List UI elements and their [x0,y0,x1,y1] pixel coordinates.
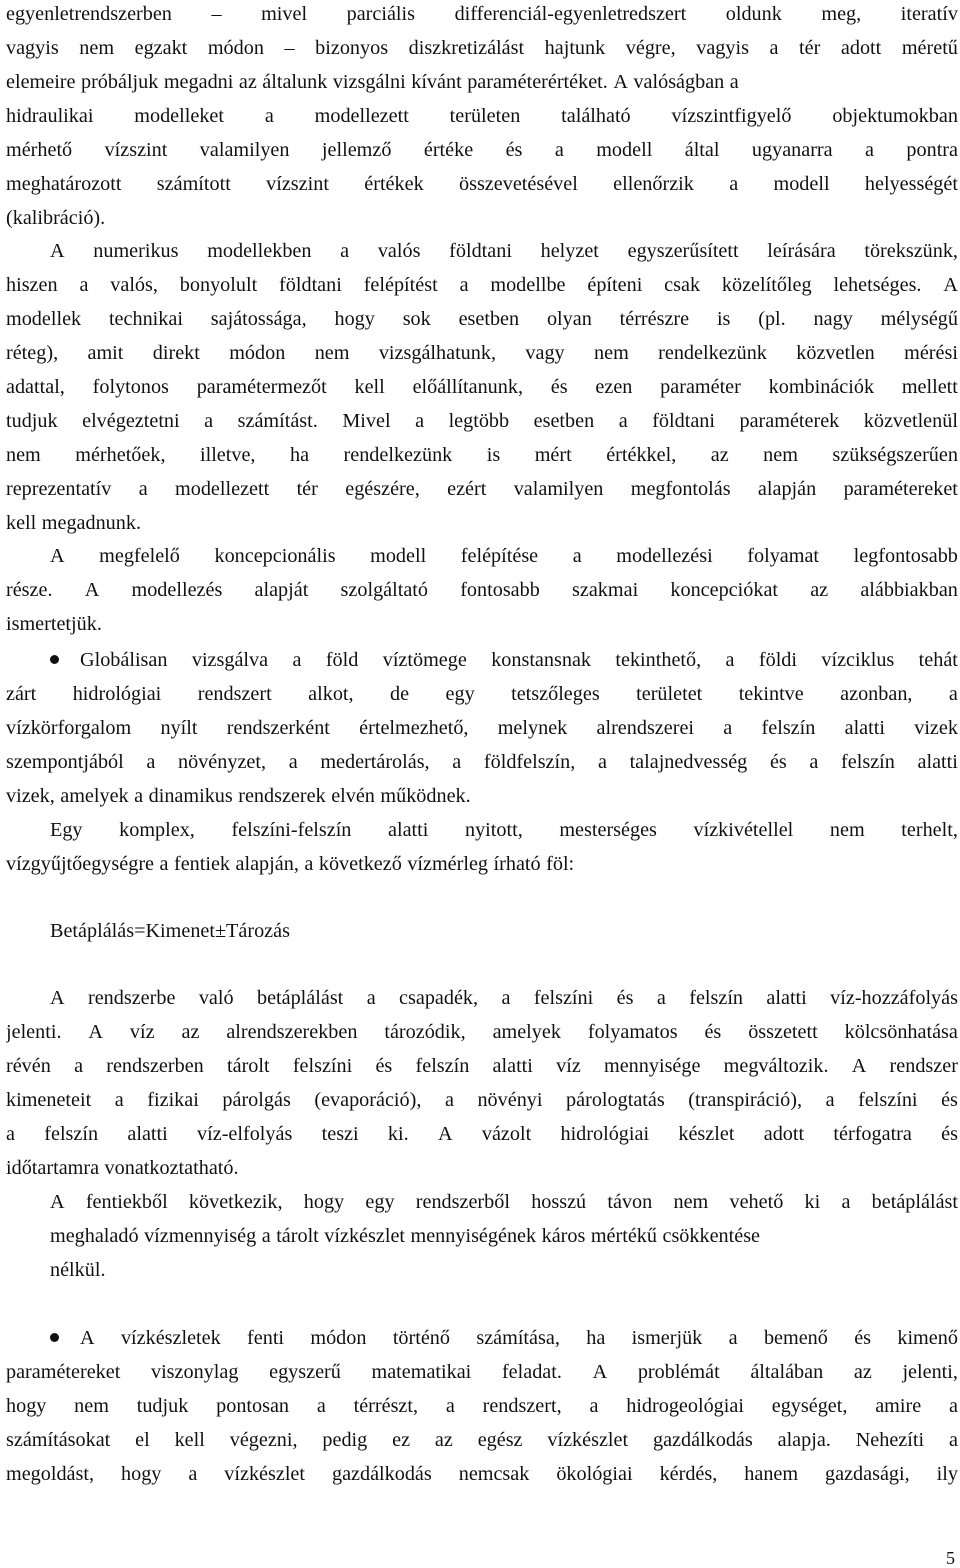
text-line: paramétereket viszonylag egyszerű matematikai feladat. A problémát általában az jelenti, [6,1361,958,1383]
text-line: jelenti. A víz az alrendszerekben tározódik, amelyek folyamatos és összetett kölcsönhatása [6,1021,958,1043]
bullet-icon [50,1333,59,1342]
text-line: szempontjából a növényzet, a medertárolás, a földfelszín, a talajnedvesség és a felszín alatti [6,751,958,773]
text-line: A rendszerbe való betáplálást a csapadék, a felszíni és a felszín alatti víz-hozzáfolyás [50,987,958,1009]
text-line: egyenletrendszerben – mivel parciális differenciál-egyenletredszert oldunk meg, iteratív [6,3,958,25]
text-line: zárt hidrológiai rendszert alkot, de egy tetszőleges területet tekintve azonban, a [6,683,958,705]
text-line: Betáplálás=Kimenet±Tározás [50,920,290,942]
text-line: Egy komplex, felszíni-felszín alatti nyitott, mesterséges vízkivétellel nem terhelt, [50,819,958,841]
text-line: A numerikus modellekben a valós földtani helyzet egyszerűsített leírására törekszünk, [50,240,958,262]
text-line: A vízkészletek fenti módon történő számítása, ha ismerjük a bemenő és kimenő [80,1327,958,1349]
text-line: része. A modellezés alapját szolgáltató fontosabb szakmai koncepciókat az alábbiakban [6,579,958,601]
text-line: ismertetjük. [6,613,102,635]
text-line: vízkörforgalom nyílt rendszerként értelmezhető, melynek alrendszerei a felszín alatti vizek [6,717,958,739]
text-line: megoldást, hogy a vízkészlet gazdálkodás nemcsak ökológiai kérdés, hanem gazdasági, ily [6,1463,958,1485]
text-line: meghatározott számított vízszint értékek összevetésével ellenőrzik a modell helyességét [6,173,958,195]
text-line: kimeneteit a fizikai párolgás (evaporáció), a növényi párologtatás (transpiráció), a felszíni és [6,1089,958,1111]
text-line: (kalibráció). [6,207,106,229]
text-line: mérhető vízszint valamilyen jellemző értéke és a modell által ugyanarra a pontra [6,139,958,161]
text-line: A fentiekből következik, hogy egy rendszerből hosszú távon nem vehető ki a betáplálást [50,1191,958,1213]
text-line: számításokat el kell végezni, pedig ez az egész vízkészlet gazdálkodás alapja. Nehezíti a [6,1429,958,1451]
text-line: réteg), amit direkt módon nem vizsgálhatunk, vagy nem rendelkezünk közvetlen mérési [6,342,958,364]
text-line: révén a rendszerben tárolt felszíni és felszín alatti víz mennyisége megváltozik. A rendszer [6,1055,958,1077]
text-line: adattal, folytonos paramétermezőt kell előállítanunk, és ezen paraméter kombinációk mellett [6,376,958,398]
text-line: Globálisan vizsgálva a föld víztömege konstansnak tekinthető, a földi vízciklus tehát [80,649,958,671]
text-line: hiszen a valós, bonyolult földtani felépítést a modellbe építeni csak közelítőleg lehetséges. A [6,274,958,296]
text-line: kell megadnunk. [6,512,142,534]
bullet-icon [50,655,59,664]
page-number: 5 [946,1548,955,1568]
text-line: időtartamra vonatkoztatható. [6,1157,239,1179]
text-line: nélkül. [50,1259,106,1281]
text-line: tudjuk elvégeztetni a számítást. Mivel a legtöbb esetben a földtani paraméterek közvetlenül [6,410,958,432]
text-line: modellek technikai sajátossága, hogy sok esetben olyan térrészre is (pl. nagy mélységű [6,308,958,330]
text-line: hogy nem tudjuk pontosan a térrészt, a rendszert, a hidrogeológiai egységet, amire a [6,1395,958,1417]
text-line: hidraulikai modelleket a modellezett területen található vízszintfigyelő objektumokban [6,105,958,127]
text-line: A megfelelő koncepcionális modell felépítése a modellezési folyamat legfontosabb [50,545,958,567]
text-line: reprezentatív a modellezett tér egészére, ezért valamilyen megfontolás alapján paramétereket [6,478,958,500]
text-line: nem mérhetőek, illetve, ha rendelkezünk is mért értékkel, az nem szükségszerűen [6,444,958,466]
text-line: vagyis nem egzakt módon – bizonyos diszkretizálást hajtunk végre, vagyis a tér adott méretű [6,37,958,59]
text-line: a felszín alatti víz-elfolyás teszi ki. A vázolt hidrológiai készlet adott térfogatra és [6,1123,958,1145]
text-line: meghaladó vízmennyiség a tárolt vízkészlet mennyiségének káros mértékű csökkentése [50,1225,761,1247]
text-line: vízgyűjtőegységre a fentiek alapján, a következő vízmérleg írható föl: [6,853,575,875]
text-line: elemeire próbáljuk megadni az általunk vizsgálni kívánt paraméterértéket. A valóságban a [6,71,739,93]
text-line: vizek, amelyek a dinamikus rendszerek elvén működnek. [6,785,471,807]
